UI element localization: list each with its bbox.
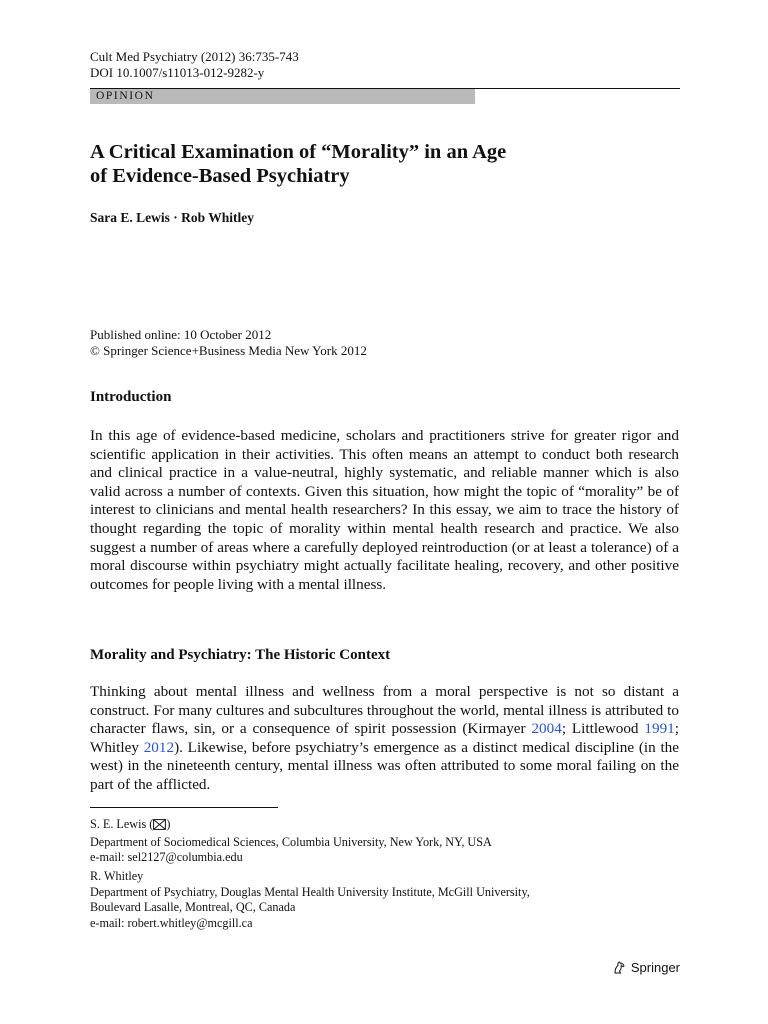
section-label: OPINION: [96, 90, 155, 102]
section-bar: [90, 89, 475, 104]
published-date: Published online: 10 October 2012: [90, 327, 272, 342]
springer-horse-icon: [612, 960, 627, 975]
springer-logo: [612, 960, 680, 975]
author-whitley[interactable]: Rob Whitley: [181, 210, 255, 225]
citation-whitley-2012[interactable]: 2012: [143, 738, 175, 756]
history-text-a: Thinking about mental illness and wellness from a moral perspective is not so distant a construct. For many cultures and subcultures throughout the world, mental illness is attributed to character flaws, sin, or a consequence of spirit possession (Kirmayer: [90, 683, 679, 738]
lewis-name-line: [90, 817, 492, 835]
citation-kirmayer-2004[interactable]: 2004: [531, 720, 562, 738]
lewis-department: Department of Sociomedical Sciences, Columbia University, New York, NY, USA: [90, 834, 492, 849]
history-paragraph: [90, 683, 679, 795]
title-line-2: of Evidence-Based Psychiatry: [90, 165, 350, 187]
doi: DOI 10.1007/s11013-012-9282-y: [90, 65, 265, 80]
springer-name: Springer: [630, 960, 680, 975]
history-text-b: ; Littlewood: [561, 720, 645, 738]
title-line-1: A Critical Examination of “Morality” in an Age: [90, 141, 507, 163]
envelope-icon[interactable]: [153, 819, 166, 835]
lewis-email[interactable]: e-mail: sel2127@columbia.edu: [90, 850, 243, 864]
whitley-department-1: Department of Psychiatry, Douglas Mental Health University Institute, McGill University,: [90, 884, 530, 899]
introduction-paragraph: In this age of evidence-based medicine, scholars and practitioners strive for greater rigor and scientific application in their activities. This often means an attempt to conduct both research and clinical practice in a value-neutral, highly systematic, and reliable manner which is also valid across a number of contexts. Given this situation, how might the topic of “morality” be of interest to clinicians and mental health researchers? In this essay, we aim to trace the history of thought regarding the topic of morality within mental health research and practice. We also suggest a number of areas where a carefully deployed reintroduction (or at least a tolerance) of a moral discourse within psychiatry might actually facilitate healing, recovery, and other positive outcomes for people living with a mental illness.: [90, 427, 679, 593]
whitley-department-2: Boulevard Lasalle, Montreal, QC, Canada: [90, 900, 296, 914]
introduction-heading: Introduction: [90, 389, 172, 405]
author-lewis[interactable]: Sara E. Lewis: [90, 210, 170, 225]
copyright: © Springer Science+Business Media New York 2012: [90, 343, 367, 358]
history-text-c: ; Whitley: [90, 720, 679, 756]
author-list: [90, 210, 254, 226]
history-heading: Morality and Psychiatry: The Historic Context: [90, 647, 391, 663]
author-separator: ·: [173, 210, 178, 225]
article-title: [90, 140, 650, 188]
footnote-whitley: [90, 869, 530, 931]
footnote-lewis: [90, 817, 492, 866]
lewis-close: ): [166, 817, 171, 831]
footnote-rule: [90, 807, 278, 808]
citation-littlewood-1991[interactable]: 1991: [644, 720, 675, 738]
lewis-name: S. E. Lewis (: [90, 817, 154, 831]
journal-citation: Cult Med Psychiatry (2012) 36:735-743: [90, 49, 299, 64]
whitley-name: R. Whitley: [90, 869, 144, 883]
whitley-email[interactable]: e-mail: robert.whitley@mcgill.ca: [90, 915, 253, 930]
history-text-d: ). Likewise, before psychiatry’s emergence as a distinct medical discipline (in the west) in the nineteenth century, mental illness was often attributed to some moral failing on the part of the afflicted.: [90, 738, 679, 793]
